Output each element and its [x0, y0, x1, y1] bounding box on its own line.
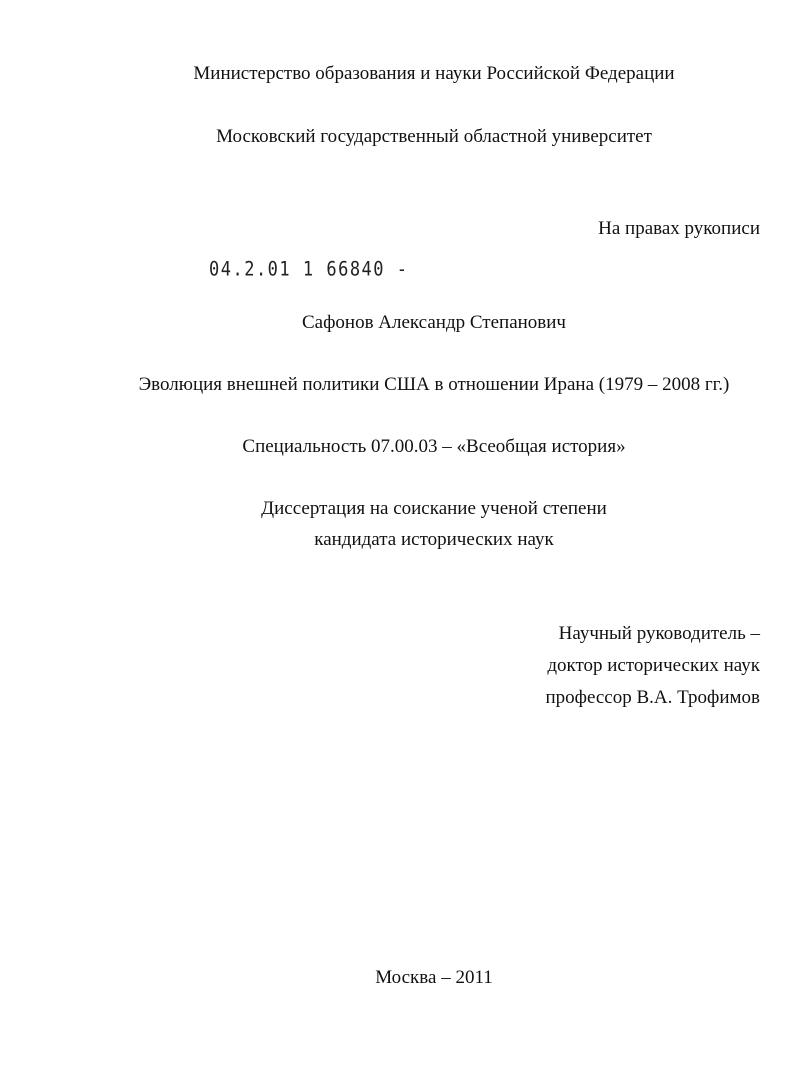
- ministry-heading: Министерство образования и науки Российской Федерации: [193, 63, 675, 84]
- specialty-line: Специальность 07.00.03 – «Всеобщая история»: [242, 436, 626, 457]
- author-name: Сафонов Александр Степанович: [301, 312, 566, 333]
- supervisor-line-3: профессор В.А. Трофимов: [545, 687, 760, 708]
- university-heading: Московский государственный областной университет: [216, 126, 652, 147]
- place-year: Москва – 2011: [375, 967, 493, 988]
- dissertation-title: Эволюция внешней политики США в отношении Ирана (1979 – 2008 гг.): [138, 374, 730, 395]
- supervisor-line-1: Научный руководитель –: [558, 623, 760, 644]
- registration-stamp-number: 04.2.01 1 66840 -: [209, 258, 409, 281]
- degree-line-1: Диссертация на соискание ученой степени: [261, 498, 607, 519]
- degree-line-2: кандидата исторических наук: [314, 529, 554, 550]
- manuscript-note: На правах рукописи: [598, 218, 760, 239]
- supervisor-line-2: доктор исторических наук: [547, 655, 760, 676]
